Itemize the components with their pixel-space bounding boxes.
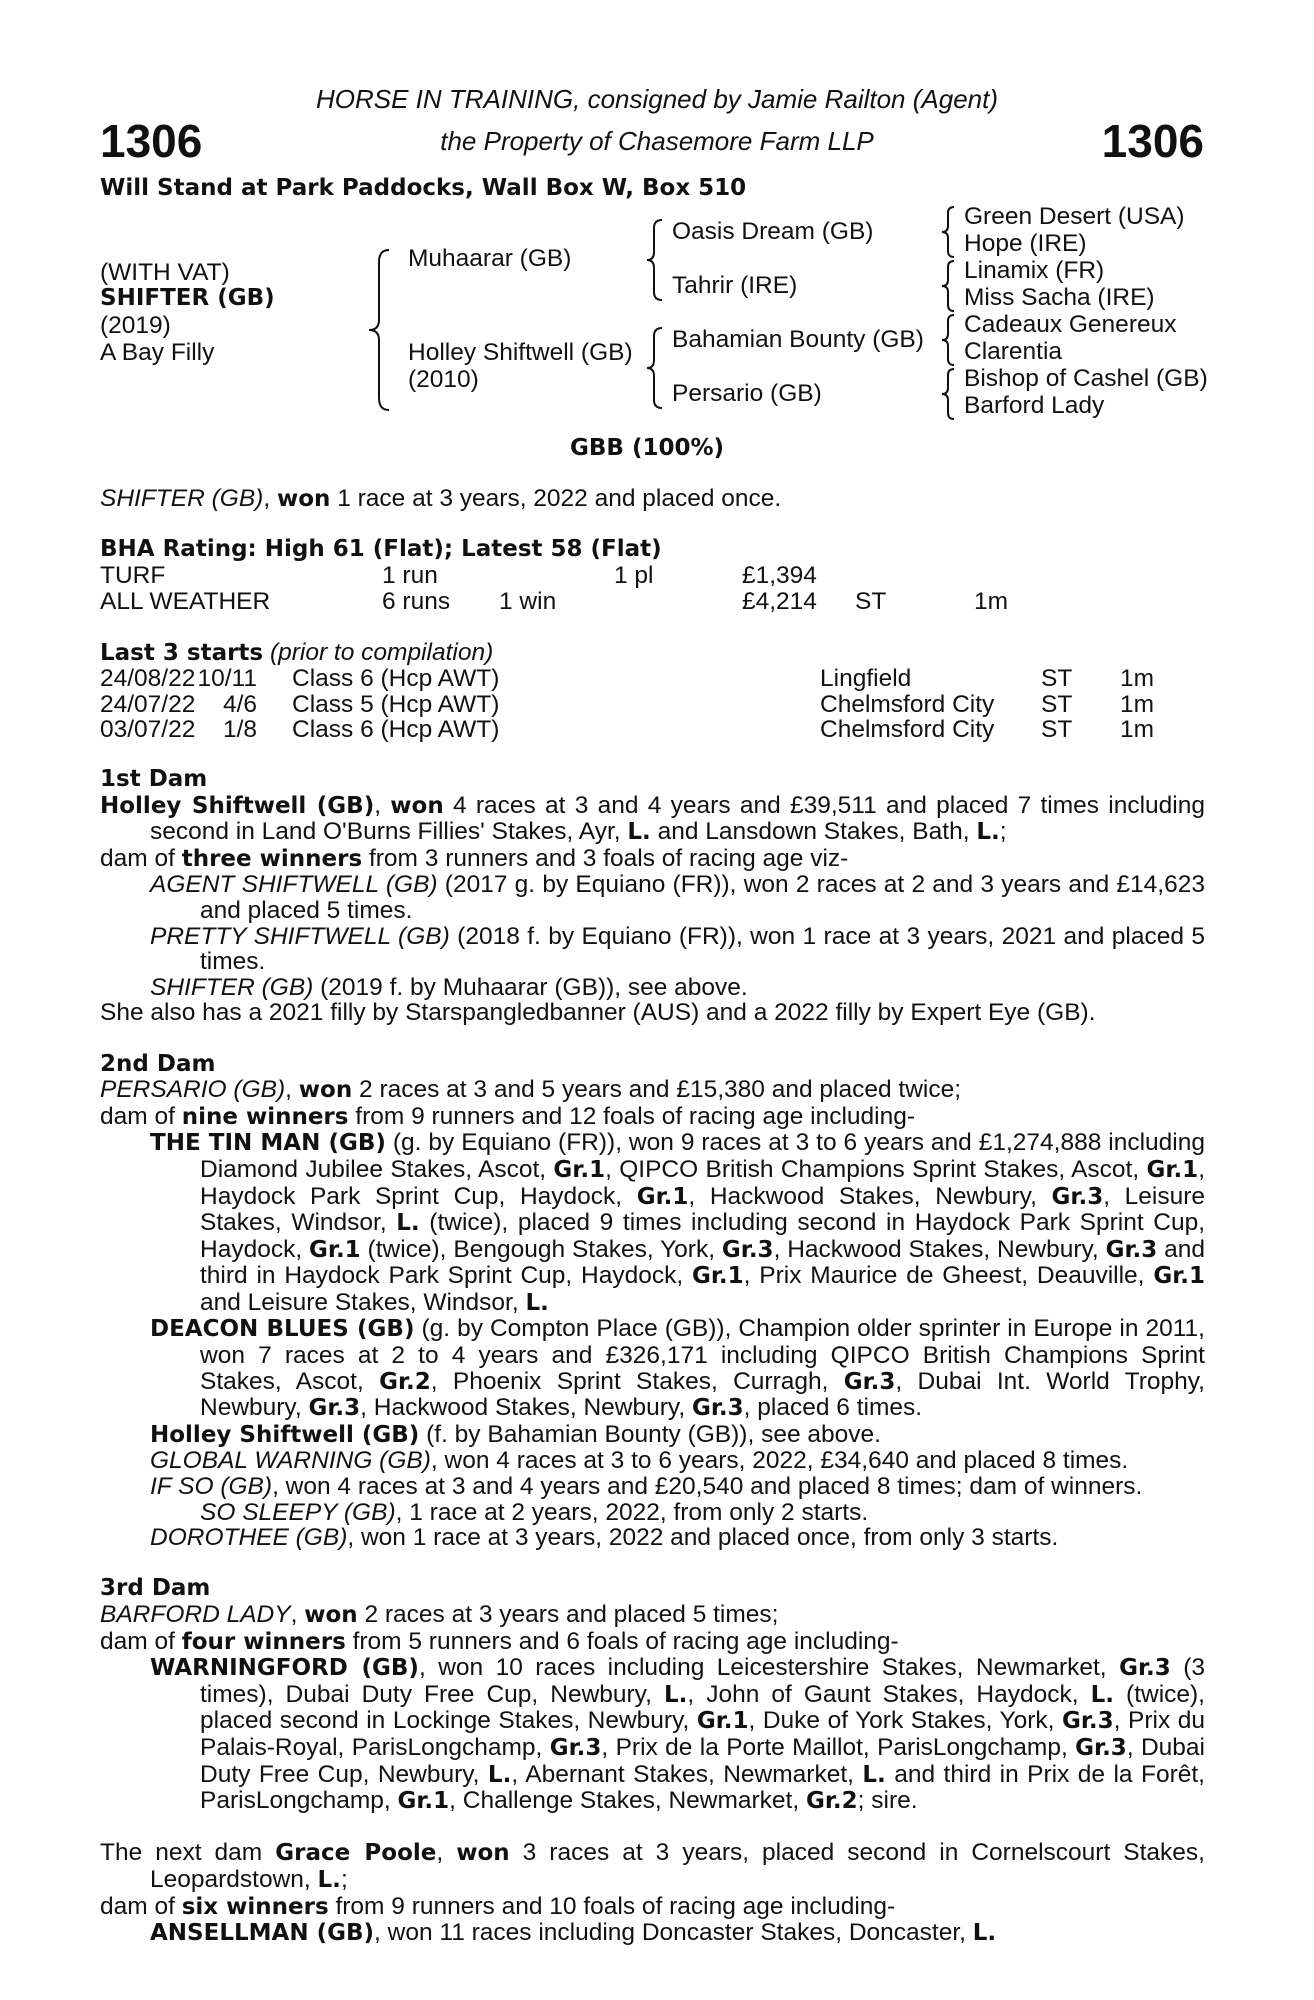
grade-label: Gr.3 <box>1119 1655 1171 1682</box>
record-text: (g. by Compton Place (GB)), Champion older sprinter in Europe in 2011, won 7 races at 2 to 4 years and £326,171 including QIPCO British Champions Sprint Stakes, Ascot, <box>200 1315 1205 1395</box>
record-text: , Phoenix Sprint Stakes, Curragh, <box>430 1367 844 1395</box>
grade-label: Gr.3 <box>721 1236 774 1263</box>
dam2-global-warning: GLOBAL WARNING (GB), won 4 races at 3 to 6 years, 2022, £34,640 and placed 8 times. <box>150 1447 1129 1475</box>
race-summary: SHIFTER (GB), won 1 race at 3 years, 2022 and placed once. <box>100 485 782 512</box>
last-starts-heading: Last 3 starts (prior to compilation) <box>100 639 494 666</box>
dam2-if-so: IF SO (GB), won 4 races at 3 and 4 years and £20,540 and placed 8 times; dam of winners. <box>150 1473 1143 1501</box>
grade-label: Gr.1 <box>696 1708 749 1735</box>
record-text: , Leisure Stakes, Windsor, <box>200 1182 1205 1237</box>
bha-rating: BHA Rating: High 61 (Flat); Latest 58 (Flat) <box>100 536 662 562</box>
last-start-course: Chelmsford City <box>820 716 995 744</box>
pedigree-sire: Muhaarar (GB) <box>408 245 572 272</box>
record-text: (3 times), Dubai Duty Free Cup, Newbury, <box>200 1654 1205 1708</box>
turf-money: £1,394 <box>742 562 817 589</box>
dam3-heading: 3rd Dam <box>100 1575 211 1602</box>
record-text: and third in Prix de la Forêt, ParisLongchamp, <box>200 1760 1205 1815</box>
record-text: (twice), placed 9 times including second in Haydock Park Sprint Cup, Haydock, <box>200 1209 1205 1263</box>
next-dam-record: The next dam Grace Poole, won 3 races at 3 years, placed second in Cornelscourt Stakes, Leopardstown, L.; <box>100 1839 1205 1893</box>
record-text: , Prix Maurice de Gheest, Deauville, <box>743 1262 1154 1290</box>
last-start-date: 03/07/22 <box>100 716 196 744</box>
pedigree-brace-dam <box>644 326 666 410</box>
record-text: and third in Haydock Park Sprint Cup, Haydock, <box>200 1235 1206 1290</box>
record-text: , Dubai Int. World Trophy, Newbury, <box>200 1367 1205 1422</box>
record-text: ; sire. <box>857 1787 918 1815</box>
turf-label: TURF <box>100 562 166 589</box>
pedigree-g-6: Clarentia <box>964 338 1063 365</box>
record-text: , Prix de la Porte Maillot, ParisLongchamp, <box>601 1733 1076 1761</box>
grade-label: L. <box>487 1761 512 1788</box>
grade-label: Gr.1 <box>636 1183 689 1210</box>
aw-wins: 1 win <box>499 588 557 615</box>
last-start-cls: Class 5 (Hcp AWT) <box>292 690 500 718</box>
grade-label: Gr.3 <box>1105 1236 1158 1263</box>
dam2-deacon-blues: DEACON BLUES (GB) (g. by Compton Place (GB)), Champion older sprinter in Europe in 2011, won 7 races at 2 to 4 years and £326,171 including QIPCO British Champions Sprint Stakes, Ascot, Gr.2, Phoenix Sprint Stakes, Curragh, Gr.3, Dubai Int. World Trophy, Newbury, Gr.3, Hackwood Stakes, Newbury, Gr.3, placed 6 times. <box>150 1315 1205 1422</box>
pedigree-sire-sire: Oasis Dream (GB) <box>672 218 874 245</box>
pedigree-dam: Holley Shiftwell (GB) <box>408 339 633 366</box>
dam1-also: She also has a 2021 filly by Starspangledbanner (AUS) and a 2022 filly by Expert Eye (GB). <box>100 999 1096 1027</box>
turf-runs: 1 run <box>382 562 438 589</box>
next-dam-ansellman: ANSELLMAN (GB), won 11 races including Doncaster Stakes, Doncaster, L. <box>150 1919 997 1947</box>
dam2-heading: 2nd Dam <box>100 1050 216 1077</box>
grade-label: Gr.3 <box>1075 1734 1127 1761</box>
grade-label: Gr.1 <box>397 1788 450 1815</box>
pedigree-brace-sire <box>644 218 666 302</box>
dam2-dorothee: DOROTHEE (GB), won 1 race at 3 years, 2022 and placed once, from only 3 starts. <box>150 1524 1059 1552</box>
dam2-so-sleepy: SO SLEEPY (GB), 1 race at 2 years, 2022, from only 2 starts. <box>200 1498 869 1526</box>
dam1-produce-1: AGENT SHIFTWELL (GB) (2017 g. by Equiano (FR)), won 2 races at 2 and 3 years and £14,623 and placed 5 times. <box>150 871 1205 924</box>
dam2-holley: Holley Shiftwell (GB) (f. by Bahamian Bounty (GB)), see above. <box>150 1420 881 1448</box>
grade-label: Gr.1 <box>553 1156 606 1183</box>
dam3-produce-intro: dam of four winners from 5 runners and 6 foals of racing age including- <box>100 1627 899 1655</box>
pedigree-g-8: Barford Lady <box>964 392 1105 419</box>
pedigree-notes <box>100 767 1205 1947</box>
record-text: , placed 6 times. <box>743 1394 923 1422</box>
last-start-date: 24/07/22 <box>100 690 196 718</box>
record-text: , Dubai Duty Free Cup, Newbury, <box>200 1733 1205 1788</box>
pedigree-g-4: Miss Sacha (IRE) <box>964 284 1155 311</box>
dam1-produce-intro: dam of three winners from 3 runners and 3 foals of racing age viz- <box>100 844 849 872</box>
dam3-record: BARFORD LADY, won 2 races at 3 years and placed 5 times; <box>100 1601 779 1628</box>
pedigree-sire-dam: Tahrir (IRE) <box>672 272 798 299</box>
last-start-going: ST <box>1041 665 1073 692</box>
pedigree-g-1: Green Desert (USA) <box>964 203 1185 230</box>
grade-label: Gr.2 <box>379 1368 431 1395</box>
pedigree-g-5: Cadeaux Genereux <box>964 311 1177 338</box>
last-start-dist: 1m <box>1120 665 1155 692</box>
dam2-produce-intro: dam of nine winners from 9 runners and 12 foals of racing age including- <box>100 1102 916 1130</box>
gbb-percentage: GBB (100%) <box>570 435 725 461</box>
pedigree-brace-3 <box>940 313 958 367</box>
aw-money: £4,214 <box>742 588 817 615</box>
pedigree-g-7: Bishop of Cashel (GB) <box>964 365 1208 392</box>
grade-label: Gr.3 <box>1061 1708 1114 1735</box>
record-text: (twice), Bengough Stakes, York, <box>360 1235 722 1263</box>
record-text: (g. by Equiano (FR)), won 9 races at 3 to 6 years and £1,274,888 including Diamond Jubilee Stakes, Ascot, <box>200 1129 1206 1183</box>
aw-dist: 1m <box>974 588 1009 615</box>
aw-runs: 6 runs <box>382 588 451 615</box>
aw-going: ST <box>855 588 887 615</box>
grade-label: Gr.3 <box>691 1395 744 1422</box>
vat-label: (WITH VAT) <box>100 259 230 286</box>
horse-year: (2019) <box>100 312 171 339</box>
next-dam-produce-intro: dam of six winners from 9 runners and 10 foals of racing age including- <box>100 1892 896 1920</box>
grade-label: Gr.1 <box>1146 1156 1199 1183</box>
consignor-line: HORSE IN TRAINING, consigned by Jamie Railton (Agent) <box>315 84 999 114</box>
pedigree-brace-2 <box>940 259 958 313</box>
grade-label: L. <box>663 1681 688 1708</box>
pedigree-dam-sire: Bahamian Bounty (GB) <box>672 326 924 353</box>
record-text: , Abernant Stakes, Newmarket, <box>511 1760 863 1788</box>
record-text: , Hackwood Stakes, Newbury, <box>360 1394 692 1422</box>
pedigree-g-3: Linamix (FR) <box>964 257 1105 284</box>
dam2-tin-man: THE TIN MAN (GB) (g. by Equiano (FR)), won 9 races at 3 to 6 years and £1,274,888 including Diamond Jubilee Stakes, Ascot, Gr.1, QIPCO British Champions Sprint Stakes, Ascot, Gr.1, Haydock Park Sprint Cup, Haydock, Gr.1, Hackwood Stakes, Newbury, Gr.3, Leisure Stakes, Windsor, L. (twice), placed 9 times including second in Haydock Park Sprint Cup, Haydock, Gr.1 (twice), Bengough Stakes, York, Gr.3, Hackwood Stakes, Newbury, Gr.3 and third in Haydock Park Sprint Cup, Haydock, Gr.1, Prix Maurice de Gheest, Deauville, Gr.1 and Leisure Stakes, Windsor, L. <box>150 1129 1206 1316</box>
record-text: , won 10 races including Leicestershire Stakes, Newmarket, <box>418 1654 1120 1682</box>
grade-label: L. <box>525 1289 549 1316</box>
grade-label: Gr.1 <box>309 1236 361 1263</box>
grade-label: Gr.3 <box>308 1395 361 1422</box>
last-start-going: ST <box>1041 716 1073 744</box>
last-start-pos: 1/8 <box>222 716 257 744</box>
stand-location: Will Stand at Park Paddocks, Wall Box W, Box 510 <box>100 175 747 201</box>
dam1-produce-2: PRETTY SHIFTWELL (GB) (2018 f. by Equiano (FR)), won 1 race at 3 years, 2021 and placed 5 times. <box>150 922 1205 976</box>
pedigree-g-2: Hope (IRE) <box>964 230 1087 257</box>
dam1-record: Holley Shiftwell (GB), won 4 races at 3 and 4 years and £39,511 and placed 7 times including second in Land O'Burns Fillies' Stakes, Ayr, L. and Lansdown Stakes, Bath, L.; <box>100 791 1205 846</box>
record-text: , Haydock Park Sprint Cup, Haydock, <box>200 1155 1205 1210</box>
last-start-date: 24/08/22 <box>100 665 196 692</box>
last-start-course: Lingfield <box>820 665 912 692</box>
record-text: , Prix du Palais-Royal, ParisLongchamp, <box>200 1707 1205 1761</box>
grade-label: Gr.3 <box>843 1368 896 1395</box>
property-line: the Property of Chasemore Farm LLP <box>440 126 874 156</box>
grade-label: L. <box>396 1210 420 1237</box>
lot-number-left: 1306 <box>100 115 203 167</box>
dam1-produce-3: SHIFTER (GB) (2019 f. by Muhaarar (GB)), see above. <box>150 973 748 1001</box>
last-start-pos: 10/11 <box>197 665 257 692</box>
grade-label: Gr.2 <box>805 1788 858 1815</box>
horse-description: A Bay Filly <box>100 339 215 366</box>
grade-label: L. <box>1090 1681 1114 1708</box>
pedigree-brace-4 <box>940 367 958 421</box>
record-text: , John of Gaunt Stakes, Haydock, <box>687 1680 1091 1708</box>
record-text: , Challenge Stakes, Newmarket, <box>449 1787 806 1815</box>
record-text: , Hackwood Stakes, Newbury, <box>773 1235 1106 1263</box>
record-text: , Hackwood Stakes, Newbury, <box>688 1182 1052 1210</box>
last-start-dist: 1m <box>1120 716 1155 744</box>
last-start-going: ST <box>1041 690 1073 718</box>
last-start-cls: Class 6 (Hcp AWT) <box>292 716 500 744</box>
dam1-heading: 1st Dam <box>100 766 208 792</box>
turf-placed: 1 pl <box>614 562 654 589</box>
lot-number-right: 1306 <box>1101 115 1204 167</box>
grade-label: Gr.1 <box>691 1263 744 1290</box>
grade-label: Gr.3 <box>549 1734 602 1761</box>
dam3-warningford: WARNINGFORD (GB), won 10 races including Leicestershire Stakes, Newmarket, Gr.3 (3 times), Dubai Duty Free Cup, Newbury, L., John of Gaunt Stakes, Haydock, L. (twice), placed second in Lockinge Stakes, Newbury, Gr.1, Duke of York Stakes, York, Gr.3, Prix du Palais-Royal, ParisLongchamp, Gr.3, Prix de la Porte Maillot, ParisLongchamp, Gr.3, Dubai Duty Free Cup, Newbury, L., Abernant Stakes, Newmarket, L. and third in Prix de la Forêt, ParisLongchamp, Gr.1, Challenge Stakes, Newmarket, Gr.2; sire. <box>150 1654 1205 1815</box>
pedigree-brace-main <box>365 248 395 412</box>
last-start-pos: 4/6 <box>222 690 257 718</box>
grade-label: Gr.3 <box>1051 1183 1104 1210</box>
aw-label: ALL WEATHER <box>100 588 271 615</box>
dam2-record: PERSARIO (GB), won 2 races at 3 and 5 years and £15,380 and placed twice; <box>100 1076 962 1104</box>
record-text: and Leisure Stakes, Windsor, <box>200 1288 526 1316</box>
horse-name: SHIFTER (GB) <box>100 285 275 311</box>
grade-label: Gr.1 <box>1153 1263 1205 1290</box>
last-start-cls: Class 6 (Hcp AWT) <box>292 665 500 692</box>
record-text: , QIPCO British Champions Sprint Stakes, Ascot, <box>605 1155 1147 1183</box>
record-text: , Duke of York Stakes, York, <box>748 1707 1062 1735</box>
record-text: (twice), placed second in Lockinge Stakes, Newbury, <box>200 1680 1205 1735</box>
pedigree-dam-dam: Persario (GB) <box>672 380 822 407</box>
grade-label: L. <box>862 1761 886 1788</box>
pedigree-dam-year: (2010) <box>408 366 479 393</box>
last-start-course: Chelmsford City <box>820 690 995 718</box>
pedigree-brace-1 <box>940 205 958 259</box>
last-start-dist: 1m <box>1120 690 1155 718</box>
